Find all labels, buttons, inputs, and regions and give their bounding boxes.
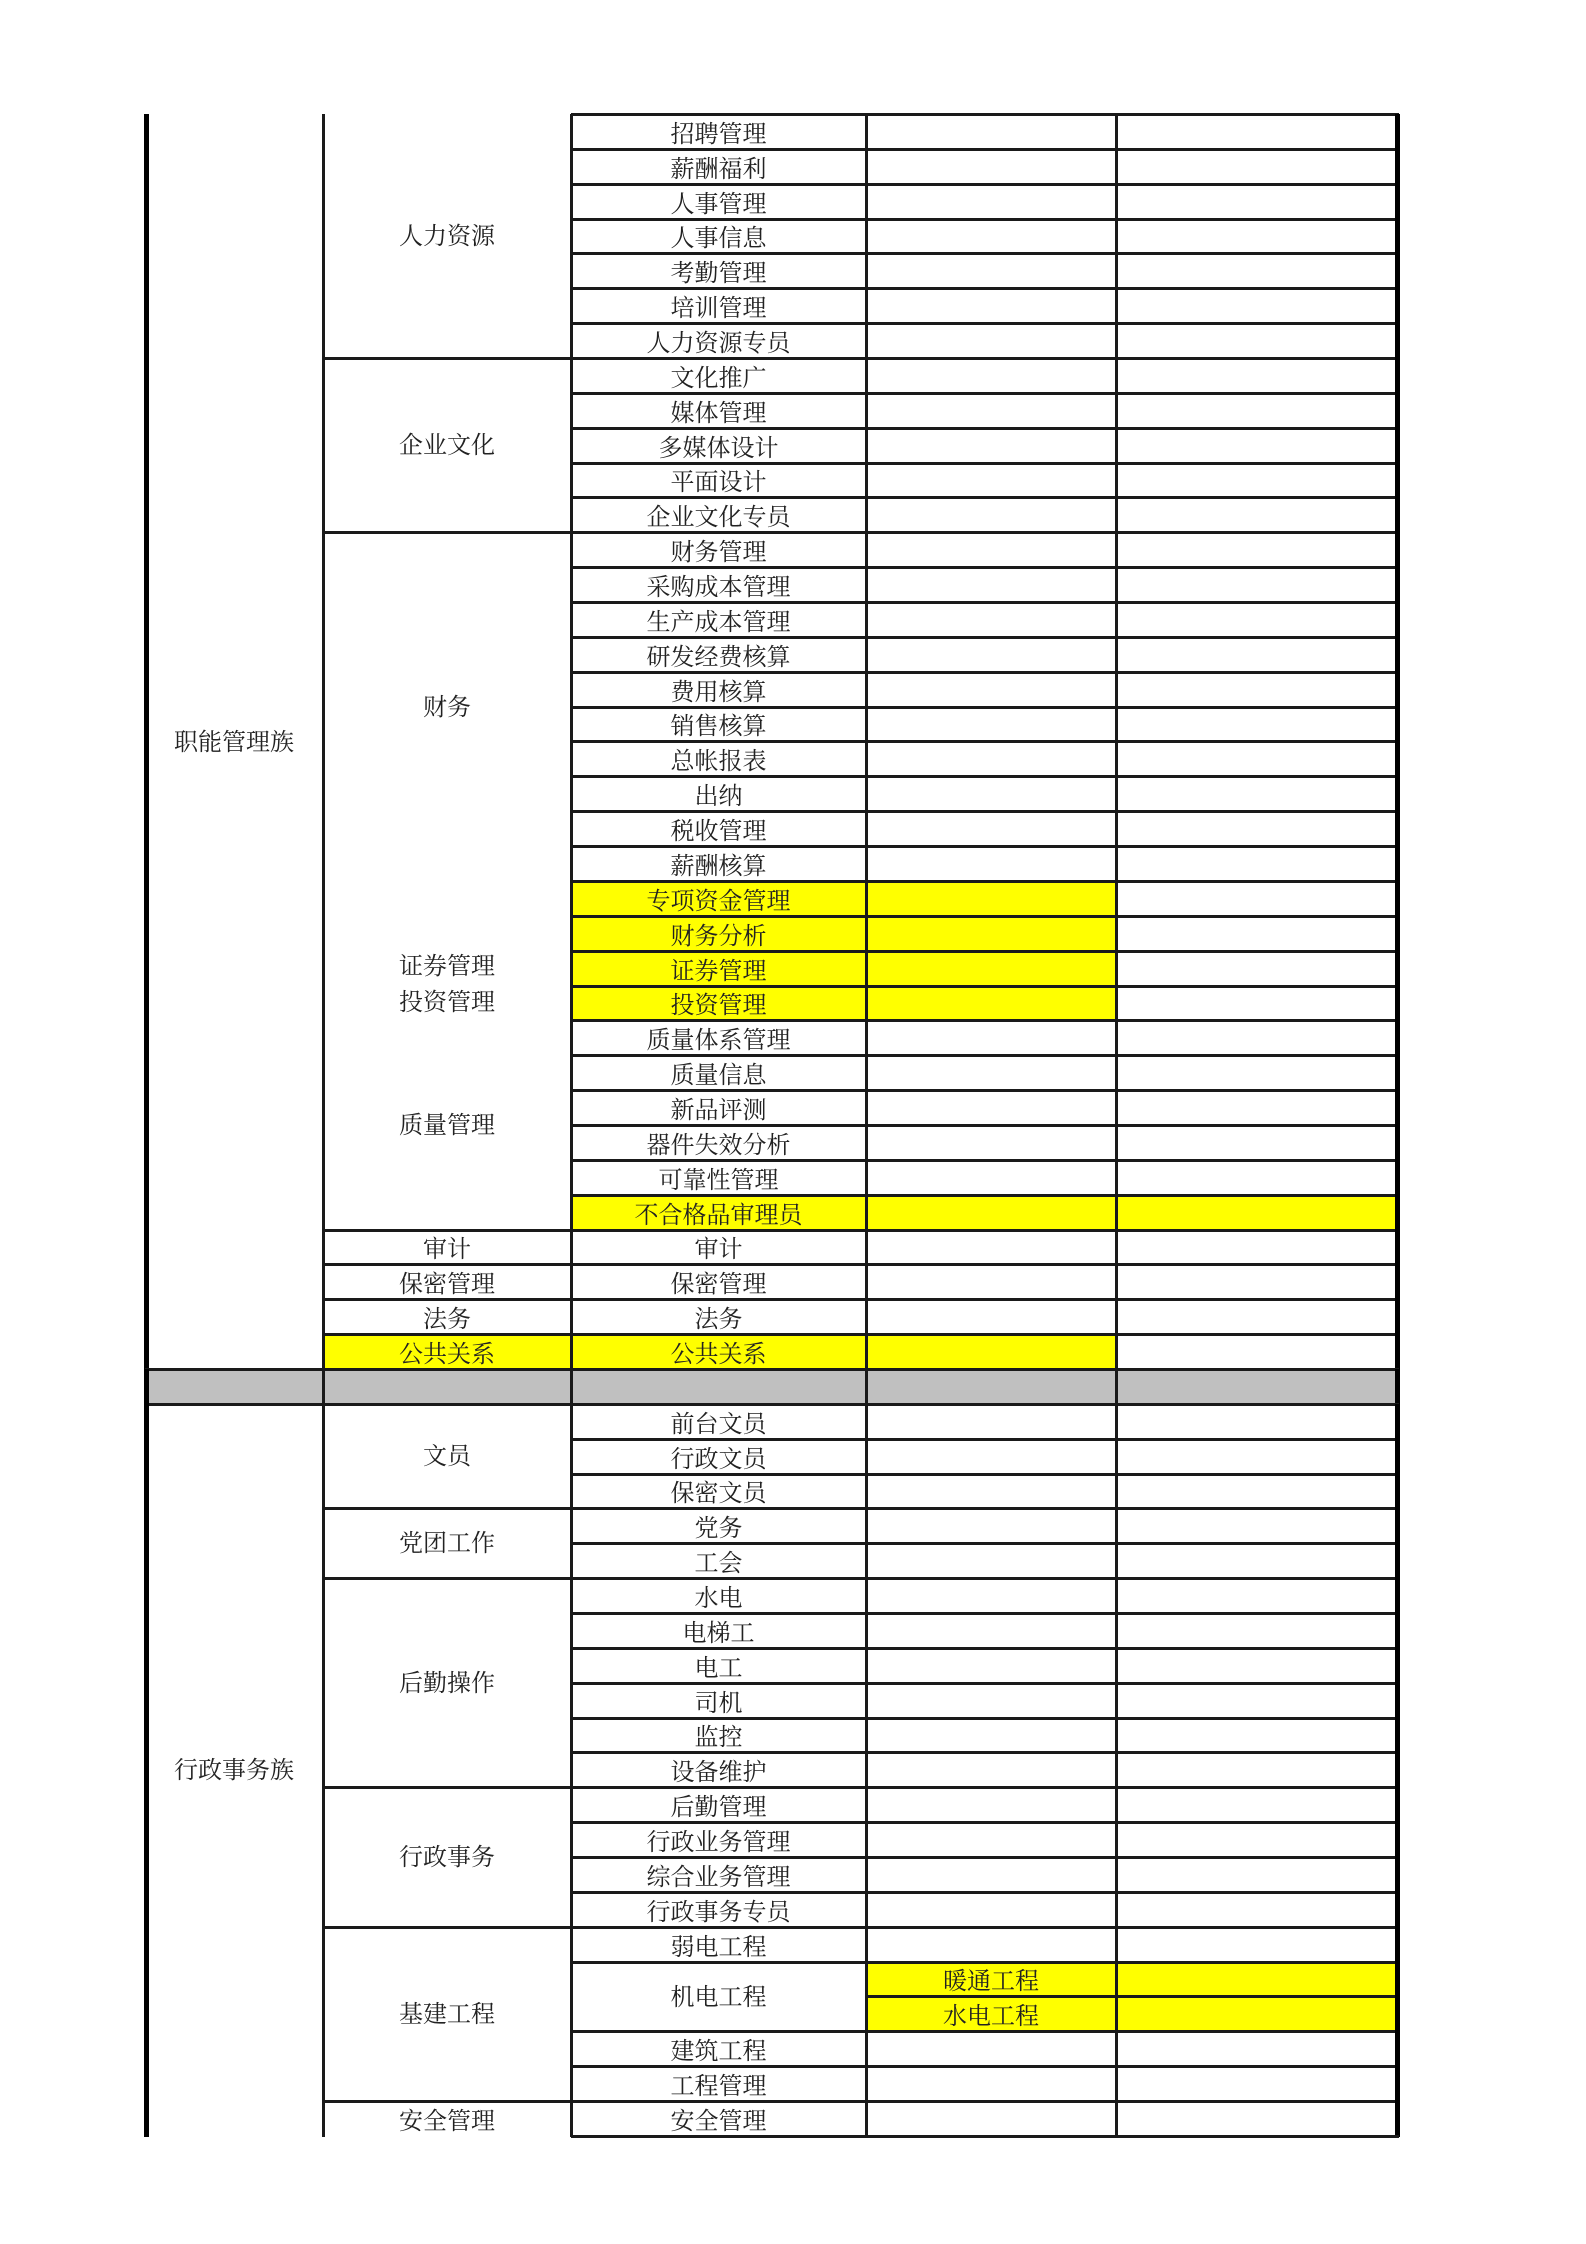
role-cell: [571, 428, 866, 463]
role-cell-label: 监控: [694, 1723, 743, 1751]
border-line: [571, 113, 1399, 116]
border-line: [571, 1717, 1399, 1720]
role-cell-label: 不合格品审理员: [634, 1201, 803, 1229]
role-cell: [571, 1822, 866, 1857]
role-cell-label: 质量信息: [670, 1061, 767, 1089]
role-detail-cell: [866, 1334, 1116, 1369]
role-cell: [571, 1752, 866, 1787]
role-note-cell: [1116, 1195, 1396, 1230]
subrole-cell: [866, 1996, 1116, 2031]
role-cell: [571, 114, 866, 149]
border-line: [323, 531, 574, 534]
role-cell-label: 行政文员: [670, 1445, 767, 1473]
group-cell: [323, 532, 571, 881]
border-line: [571, 252, 1399, 255]
border-line: [1395, 114, 1400, 1370]
border-line: [571, 1054, 1399, 1057]
border-line: [323, 1926, 574, 1929]
role-cell: [571, 2031, 866, 2066]
border-line: [571, 985, 1399, 988]
border-line: [571, 880, 1399, 883]
role-cell: [571, 1195, 866, 1230]
border-line: [571, 1961, 1399, 1964]
border-line: [571, 671, 1399, 674]
border-line: [571, 1751, 1399, 1754]
family-cell-label: 职能管理族: [174, 727, 294, 756]
border-line: [571, 915, 1399, 918]
border-line: [571, 357, 1399, 360]
role-cell-label: 工会: [694, 1549, 743, 1577]
border-line: [322, 1404, 325, 2137]
role-detail-cell: [866, 951, 1116, 986]
role-cell: [571, 1857, 866, 1892]
border-line: [323, 357, 574, 360]
border-line: [571, 740, 1399, 743]
role-cell-label: 新品评测: [670, 1096, 767, 1124]
border-line: [571, 1438, 1399, 1441]
border-line: [571, 1577, 1399, 1580]
border-line: [323, 1263, 574, 1266]
group-label: 人力资源: [399, 222, 495, 250]
border-line: [323, 1333, 574, 1336]
role-cell: [571, 149, 866, 184]
border-line: [571, 775, 1399, 778]
border-line: [866, 1995, 1399, 1998]
border-line: [571, 1891, 1399, 1894]
border-line: [323, 1577, 574, 1580]
group-cell: [323, 1020, 571, 1230]
border-line: [865, 114, 868, 1370]
role-cell: [571, 602, 866, 637]
role-cell-label: 安全管理: [670, 2107, 767, 2135]
border-line: [571, 148, 1399, 151]
border-line: [571, 1263, 1399, 1266]
subrole-cell-label: 水电工程: [943, 2002, 1039, 2030]
group-label: 法务: [423, 1305, 471, 1333]
border-line: [1115, 114, 1118, 1370]
group-label: 文员: [423, 1442, 471, 1470]
role-detail-cell: [866, 916, 1116, 951]
role-cell-label: 媒体管理: [670, 399, 767, 427]
role-cell: [571, 2066, 866, 2101]
role-cell: [571, 1962, 866, 2031]
role-cell-label: 机电工程: [670, 1982, 767, 2011]
group-label: 公共关系: [399, 1340, 495, 1368]
role-cell: [571, 1160, 866, 1195]
border-line: [570, 1404, 573, 2137]
role-cell: [571, 1718, 866, 1752]
border-line: [571, 636, 1399, 639]
role-cell-label: 法务: [694, 1305, 743, 1333]
role-cell-label: 销售核算: [670, 712, 767, 740]
border-line: [571, 1542, 1399, 1545]
border-line: [144, 1404, 149, 2137]
border-line: [571, 2030, 1399, 2033]
border-line: [570, 1369, 573, 1405]
border-line: [323, 1229, 574, 1232]
role-cell: [571, 497, 866, 532]
role-cell-label: 采购成本管理: [646, 573, 791, 601]
border-line: [322, 1369, 325, 1405]
role-cell: [571, 1439, 866, 1474]
border-line: [571, 1786, 1399, 1789]
role-cell-label: 证券管理: [670, 957, 767, 985]
border-line: [571, 845, 1399, 848]
role-cell: [571, 637, 866, 672]
family-cell: [145, 1404, 323, 2136]
border-line: [571, 1124, 1399, 1127]
role-cell-label: 考勤管理: [670, 259, 767, 287]
border-line: [571, 1612, 1399, 1615]
role-cell-label: 企业文化专员: [646, 503, 791, 531]
group-label: 行政事务: [399, 1843, 495, 1871]
family-cell-label: 行政事务族: [174, 1756, 294, 1784]
border-line: [571, 2100, 1399, 2103]
role-cell: [571, 323, 866, 358]
border-line: [571, 1089, 1399, 1092]
role-cell: [571, 1508, 866, 1543]
role-cell-label: 生产成本管理: [646, 608, 791, 636]
role-cell: [571, 1125, 866, 1160]
group-cell: [323, 1927, 571, 2101]
role-cell: [571, 707, 866, 741]
role-cell-label: 后勤管理: [670, 1793, 767, 1821]
group-cell: [323, 358, 571, 532]
border-line: [571, 322, 1399, 325]
group-cell: [323, 114, 571, 358]
border-line: [865, 1369, 868, 1405]
border-line: [571, 601, 1399, 604]
role-cell: [571, 1543, 866, 1578]
border-line: [571, 1507, 1399, 1510]
border-line: [571, 1019, 1399, 1022]
border-line: [323, 1298, 574, 1301]
role-cell: [571, 846, 866, 881]
role-cell: [571, 881, 866, 916]
role-cell-label: 质量体系管理: [646, 1026, 791, 1054]
role-cell-label: 弱电工程: [670, 1933, 767, 1961]
group-cell: [323, 1578, 571, 1787]
role-cell-label: 文化推广: [670, 364, 767, 392]
role-cell-label: 前台文员: [670, 1410, 767, 1438]
role-cell: [571, 1404, 866, 1439]
group-label: 财务: [423, 692, 471, 721]
group-label: 党团工作: [399, 1529, 495, 1557]
subrole-cell-label: 暖通工程: [943, 1967, 1039, 1995]
role-cell: [571, 1613, 866, 1648]
role-cell-label: 费用核算: [670, 678, 767, 706]
role-cell-label: 招聘管理: [670, 120, 767, 148]
border-line: [571, 950, 1399, 953]
border-line: [571, 810, 1399, 813]
border-line: [323, 1786, 574, 1789]
role-detail-cell: [866, 1195, 1116, 1230]
border-line: [1395, 1369, 1400, 1405]
role-cell-label: 电工: [694, 1654, 743, 1682]
role-cell: [571, 1787, 866, 1822]
border-line: [571, 218, 1399, 221]
role-cell: [571, 951, 866, 986]
group-label: 基建工程: [399, 2000, 495, 2028]
subrole-cell: [866, 1962, 1116, 1996]
border-line: [571, 1473, 1399, 1476]
role-detail-cell: [866, 881, 1116, 916]
group-label: 安全管理: [399, 2107, 495, 2135]
role-cell-label: 可靠性管理: [658, 1166, 779, 1194]
role-cell: [571, 219, 866, 253]
subrole-note-cell: [1116, 1962, 1396, 1996]
border-line: [571, 1821, 1399, 1824]
role-cell-label: 行政事务专员: [646, 1898, 791, 1926]
role-cell-label: 财务分析: [670, 922, 767, 950]
subrole-note-cell: [1116, 1996, 1396, 2031]
role-cell-label: 薪酬核算: [670, 852, 767, 880]
role-cell-label: 党务: [694, 1514, 743, 1542]
border-line: [323, 2100, 574, 2103]
role-cell-label: 多媒体设计: [658, 434, 779, 462]
role-cell: [571, 1264, 866, 1299]
border-line: [322, 114, 325, 1370]
role-cell-label: 审计: [694, 1235, 743, 1263]
role-cell: [571, 1020, 866, 1055]
border-line: [571, 1403, 1399, 1406]
role-cell: [571, 1578, 866, 1613]
border-line: [1115, 1404, 1118, 2137]
border-line: [571, 427, 1399, 430]
role-cell: [571, 672, 866, 707]
role-cell-label: 总帐报表: [670, 747, 767, 775]
border-line: [571, 1926, 1399, 1929]
border-line: [144, 1369, 149, 1405]
role-cell: [571, 986, 866, 1020]
role-cell-label: 设备维护: [670, 1758, 767, 1786]
border-line: [571, 566, 1399, 569]
role-cell: [571, 184, 866, 219]
group-cell: [323, 2101, 571, 2136]
border-line: [144, 114, 149, 1370]
border-line: [571, 1647, 1399, 1650]
border-line: [571, 1298, 1399, 1301]
group-label: 企业文化: [399, 431, 495, 459]
role-cell: [571, 1334, 866, 1369]
role-cell-label: 水电: [694, 1584, 743, 1612]
role-cell: [571, 288, 866, 323]
border-line: [571, 392, 1399, 395]
group-cell: [323, 1264, 571, 1299]
border-line: [571, 496, 1399, 499]
separator-row: [145, 1369, 1396, 1404]
role-cell-label: 保密文员: [670, 1479, 767, 1507]
role-cell-label: 出纳: [694, 782, 743, 810]
border-line: [571, 706, 1399, 709]
role-cell-label: 公共关系: [670, 1340, 767, 1368]
role-cell: [571, 358, 866, 393]
border-line: [145, 1368, 1399, 1371]
role-cell: [571, 1299, 866, 1334]
border-line: [571, 1229, 1399, 1232]
border-line: [1395, 1404, 1400, 2137]
role-cell-label: 财务管理: [670, 538, 767, 566]
role-cell-label: 薪酬福利: [670, 155, 767, 183]
family-cell: [145, 114, 323, 1369]
role-cell-label: 司机: [694, 1689, 743, 1717]
group-label: 质量管理: [399, 1111, 495, 1139]
role-cell: [571, 1648, 866, 1683]
group-cell: [323, 1230, 571, 1264]
role-cell: [571, 1927, 866, 1962]
border-line: [571, 1856, 1399, 1859]
role-cell-label: 综合业务管理: [646, 1863, 791, 1891]
group-label: 投资管理: [399, 988, 495, 1016]
role-cell: [571, 2101, 866, 2136]
role-detail-cell: [866, 986, 1116, 1020]
border-line: [571, 1682, 1399, 1685]
border-line: [571, 2135, 1399, 2138]
role-cell: [571, 532, 866, 567]
border-line: [865, 1404, 868, 2137]
role-cell: [571, 393, 866, 428]
border-line: [571, 1159, 1399, 1162]
role-cell: [571, 776, 866, 811]
role-cell: [571, 1090, 866, 1125]
role-cell-label: 平面设计: [670, 468, 767, 496]
role-cell-label: 电梯工: [682, 1619, 755, 1647]
role-cell-label: 人力资源专员: [646, 329, 791, 357]
role-cell: [571, 567, 866, 602]
role-cell-label: 器件失效分析: [646, 1131, 791, 1159]
role-cell-label: 行政业务管理: [646, 1828, 791, 1856]
role-cell: [571, 463, 866, 497]
role-cell: [571, 1683, 866, 1718]
role-cell-label: 培训管理: [670, 294, 767, 322]
group-cell: [323, 881, 571, 1020]
group-cell: [323, 1508, 571, 1578]
border-line: [571, 2065, 1399, 2068]
border-line: [571, 531, 1399, 534]
role-cell-label: 专项资金管理: [646, 887, 791, 915]
border-line: [571, 462, 1399, 465]
border-line: [571, 1194, 1399, 1197]
role-cell: [571, 811, 866, 846]
border-line: [323, 1507, 574, 1510]
role-cell-label: 人事管理: [670, 190, 767, 218]
group-cell: [323, 1334, 571, 1369]
role-cell-label: 人事信息: [670, 224, 767, 252]
role-cell: [571, 1474, 866, 1508]
border-line: [571, 1333, 1399, 1336]
role-cell: [571, 1892, 866, 1927]
group-label: 后勤操作: [399, 1668, 495, 1697]
role-cell: [571, 1230, 866, 1264]
border-line: [571, 287, 1399, 290]
role-cell-label: 工程管理: [670, 2072, 767, 2100]
role-cell-label: 研发经费核算: [646, 643, 791, 671]
group-cell: [323, 1299, 571, 1334]
role-cell: [571, 916, 866, 951]
role-cell-label: 税收管理: [670, 817, 767, 845]
role-cell: [571, 1055, 866, 1090]
role-cell: [571, 253, 866, 288]
role-cell-label: 建筑工程: [670, 2037, 767, 2065]
group-cell: [323, 1787, 571, 1927]
role-cell-label: 保密管理: [670, 1270, 767, 1298]
group-label: 保密管理: [399, 1270, 495, 1298]
group-cell: [323, 1404, 571, 1508]
role-cell: [571, 741, 866, 776]
role-cell-label: 投资管理: [670, 991, 767, 1019]
group-label: 审计: [423, 1235, 471, 1263]
border-line: [571, 183, 1399, 186]
border-line: [1115, 1369, 1118, 1405]
group-label: 证券管理: [399, 952, 495, 980]
border-line: [570, 114, 573, 1370]
